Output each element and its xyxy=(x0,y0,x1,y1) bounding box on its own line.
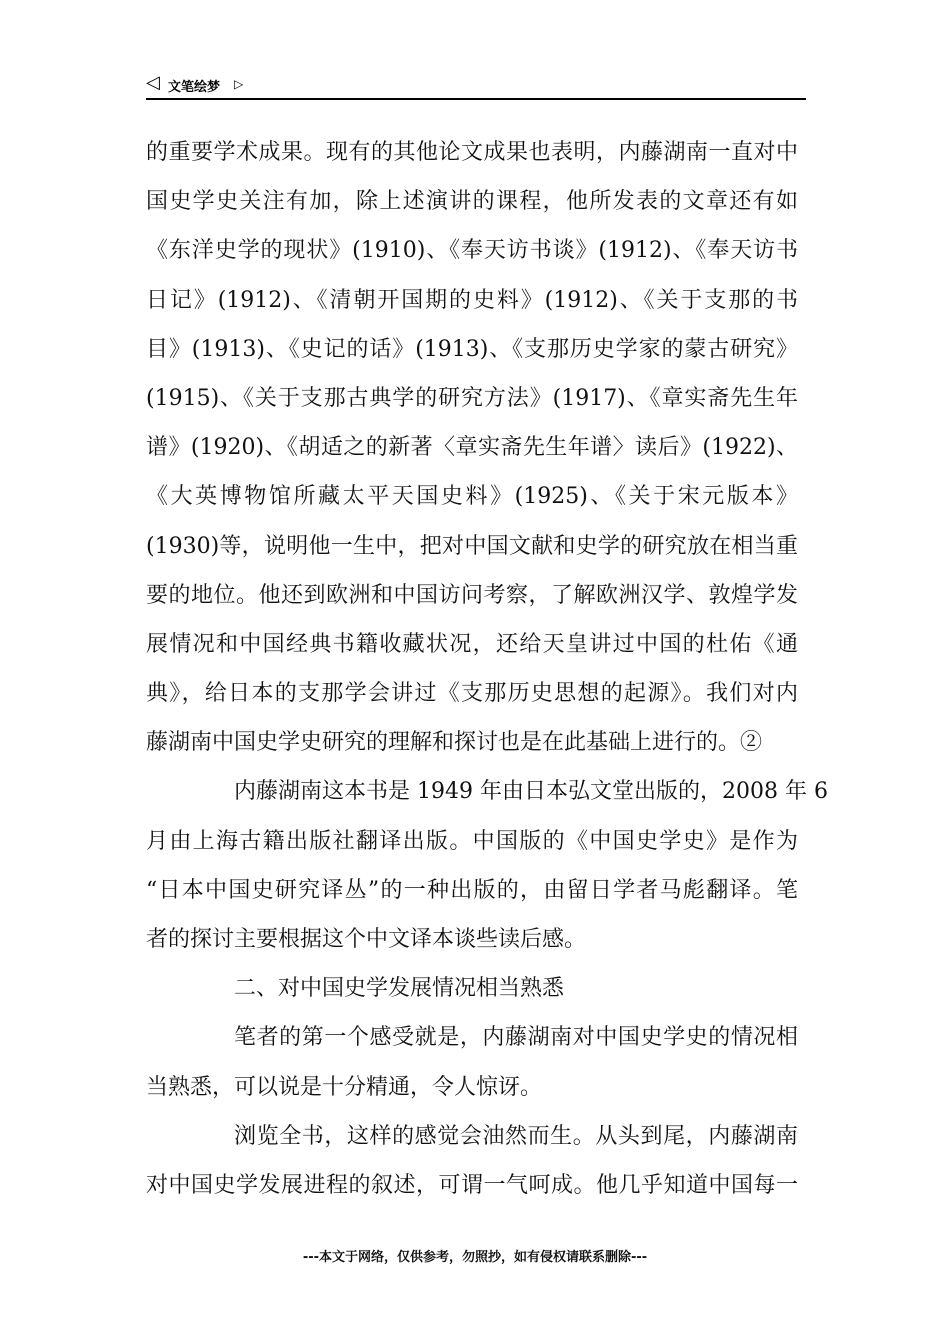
paragraph-1-line: 典》，给日本的支那学会讲过《支那历史思想的起源》。我们对内 xyxy=(146,681,798,707)
paragraph-4-line: 浏览全书，这样的感觉会油然而生。从头到尾，内藤湖南 xyxy=(234,1123,798,1149)
triangle-right-icon: ▷ xyxy=(234,77,244,91)
paragraph-4-line: 对中国史学发展进程的叙述，可谓一气呵成。他几乎知道中国每一 xyxy=(146,1172,798,1198)
document-body xyxy=(146,128,828,1210)
paragraph-2-line: 者的探讨主要根据这个中文译本谈些读后感。 xyxy=(146,927,587,952)
paragraph-1-line: 的重要学术成果。现有的其他论文成果也表明，内藤湖南一直对中 xyxy=(146,140,798,165)
paragraph-1-line: (1930)等，说明他一生中，把对中国文献和史学的研究放在相当重 xyxy=(146,533,798,559)
paragraph-1-line: 展情况和中国经典书籍收藏状况，还给天皇讲过中国的杜佑《通 xyxy=(146,631,798,657)
paragraph-1-line: 日记》(1912)、《清朝开国期的史料》(1912)、《关于支那的书 xyxy=(146,287,798,313)
paragraph-3-line: 笔者的第一个感受就是，内藤湖南对中国史学史的情况相 xyxy=(234,1025,798,1051)
paragraph-1-line: 目》(1913)、《史记的话》(1913)、《支那历史学家的蒙古研究》 xyxy=(146,336,798,362)
paragraph-2-line: 月由上海古籍出版社翻译出版。中国版的《中国史学史》是作为 xyxy=(146,828,798,854)
paragraph-1-line: 要的地位。他还到欧洲和中国访问考察，了解欧洲汉学、敦煌学发 xyxy=(146,582,798,608)
paragraph-1-line: 《东洋史学的现状》(1910)、《奉天访书谈》(1912)、《奉天访书 xyxy=(146,238,798,264)
paragraph-1-line: 藤湖南中国史学史研究的理解和探讨也是在此基础上进行的。② xyxy=(146,730,763,756)
paragraph-1-line: 国史学史关注有加，除上述演讲的课程，他所发表的文章还有如 xyxy=(146,189,798,215)
footer-notice: ---本文于网络，仅供参考，勿照抄，如有侵权请联系删除--- xyxy=(302,1250,648,1265)
paragraph-3-line: 当熟悉，可以说是十分精通，令人惊讶。 xyxy=(146,1074,543,1100)
paragraph-1-line: 《大英博物馆所藏太平天国史料》(1925)、《关于宋元版本》 xyxy=(146,484,798,510)
header-title: 文笔绘梦 xyxy=(168,80,221,95)
paragraph-2-line: “日本中国史研究译丛”的一种出版的，由留日学者马彪翻译。笔 xyxy=(146,877,798,903)
paragraph-1-line: 谱》(1920)、《胡适之的新著〈章实斋先生年谱〉读后》(1922)、 xyxy=(146,435,798,461)
paragraph-2-line: 内藤湖南这本书是 1949 年由日本弘文堂出版的，2008 年 6 xyxy=(234,779,828,805)
triangle-left-icon: ◁ xyxy=(146,72,160,93)
paragraph-1-line: (1915)、《关于支那古典学的研究方法》(1917)、《章实斋先生年 xyxy=(146,385,798,411)
page-header xyxy=(146,72,806,100)
section-heading: 二、对中国史学发展情况相当熟悉 xyxy=(234,976,565,1002)
